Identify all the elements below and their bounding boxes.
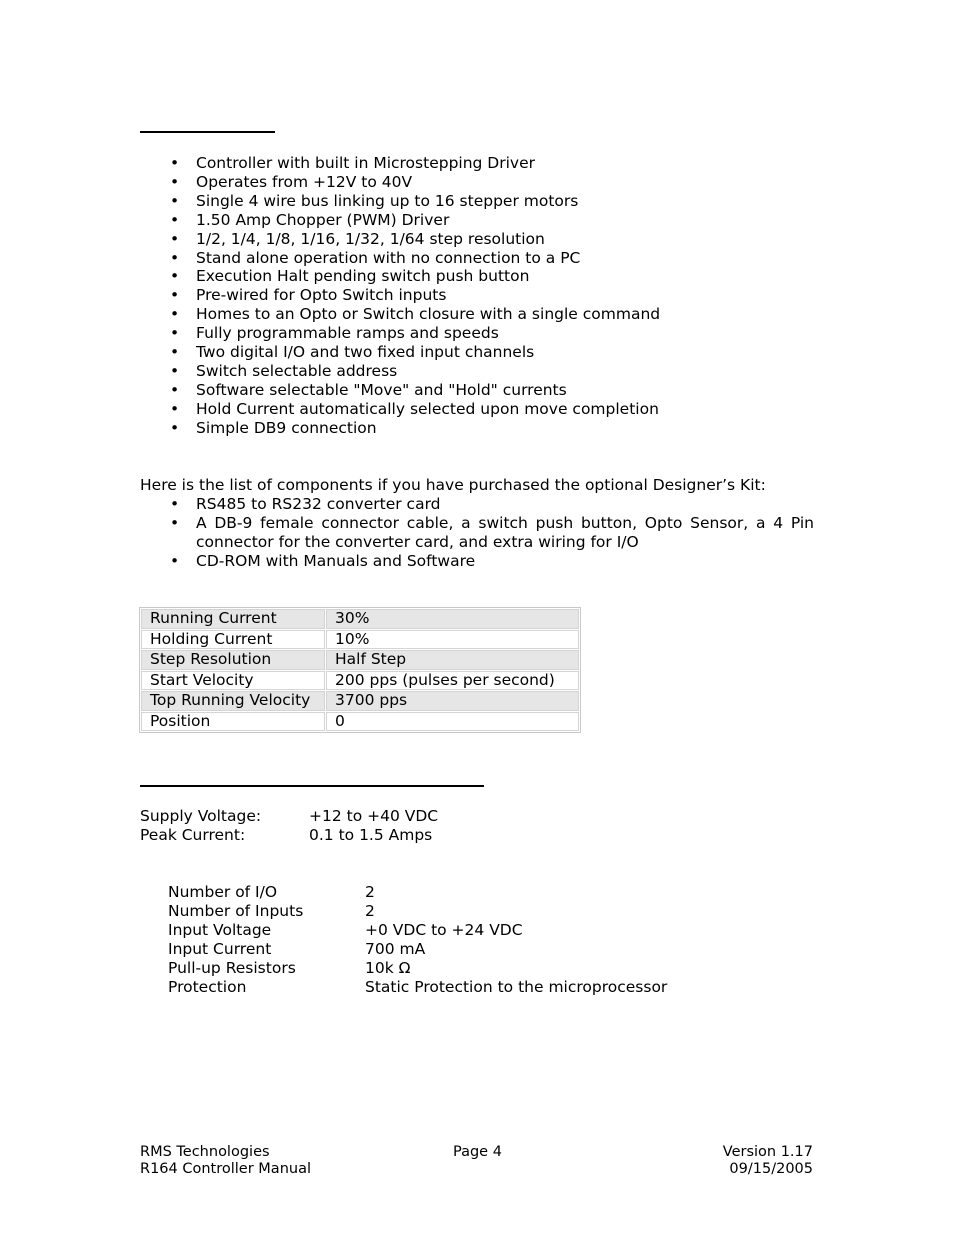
- bullet-icon: •: [170, 191, 180, 210]
- feature-item: [140, 305, 660, 324]
- feature-item: [140, 381, 660, 400]
- feature-item: [140, 362, 660, 381]
- parameter-name-cell: Holding Current: [141, 630, 325, 650]
- table-row: [141, 630, 579, 650]
- table-row: [141, 671, 579, 691]
- bullet-icon: •: [170, 305, 180, 324]
- list-item-text: Software selectable "Move" and "Hold" currents: [196, 380, 567, 399]
- bullet-icon: •: [170, 286, 180, 305]
- bullet-icon: •: [170, 324, 180, 343]
- parameter-value-cell: 0: [326, 712, 579, 732]
- list-item-text: Stand alone operation with no connection to a PC: [196, 248, 581, 267]
- io-spec-value: 10k Ω: [365, 959, 411, 977]
- footer-manual: R164 Controller Manual: [140, 1161, 311, 1177]
- feature-item: [140, 192, 660, 211]
- feature-item: [140, 400, 660, 419]
- bullet-icon: •: [170, 513, 180, 532]
- feature-item: [140, 154, 660, 173]
- table-row: [141, 650, 579, 670]
- feature-item: [140, 324, 660, 343]
- io-spec-label: Input Voltage: [168, 921, 272, 939]
- io-spec-label: Protection: [168, 978, 247, 996]
- parameter-name-cell: Step Resolution: [141, 650, 325, 670]
- bullet-icon: •: [170, 551, 180, 570]
- table-row: [141, 609, 579, 629]
- specs-heading-underline: [140, 785, 484, 787]
- io-spec-label: Input Current: [168, 940, 272, 958]
- list-item-text: A DB-9 female connector cable, a switch push button, Opto Sensor, a 4 Pin connector for the converter card, and extra wiring for I/O: [196, 513, 814, 551]
- kit-item: [140, 552, 814, 571]
- io-spec-label: Number of Inputs: [168, 902, 304, 920]
- defaults-table: [139, 607, 581, 733]
- parameter-value-cell: 30%: [326, 609, 579, 629]
- list-item-text: Two digital I/O and two fixed input channels: [196, 343, 535, 362]
- footer-company: RMS Technologies: [140, 1144, 270, 1160]
- footer-version: Version 1.17: [722, 1144, 813, 1160]
- bullet-icon: •: [170, 343, 180, 362]
- bullet-icon: •: [170, 154, 180, 172]
- io-spec-value: Static Protection to the microprocessor: [365, 978, 668, 996]
- list-item-text: CD-ROM with Manuals and Software: [196, 551, 476, 570]
- feature-item: [140, 286, 660, 305]
- list-item-text: Hold Current automatically selected upon move completion: [196, 399, 659, 418]
- parameter-name-cell: Running Current: [141, 609, 325, 629]
- kit-list: [140, 495, 814, 571]
- table-row: [141, 691, 579, 711]
- feature-item: [140, 230, 660, 249]
- list-item-text: 1.50 Amp Chopper (PWM) Driver: [196, 210, 450, 229]
- parameter-name-cell: Top Running Velocity: [141, 691, 325, 711]
- list-item-text: 1/2, 1/4, 1/8, 1/16, 1/32, 1/64 step resolution: [196, 229, 545, 248]
- bullet-icon: •: [170, 495, 180, 513]
- bullet-icon: •: [170, 210, 180, 229]
- footer-date: 09/15/2005: [729, 1161, 813, 1177]
- io-spec-value: 2: [365, 883, 375, 901]
- features-heading-underline: [140, 131, 275, 133]
- parameter-value-cell: 3700 pps: [326, 691, 579, 711]
- list-item-text: Fully programmable ramps and speeds: [196, 324, 499, 343]
- electrical-spec-label: Supply Voltage:: [140, 807, 262, 825]
- io-spec-value: +0 VDC to +24 VDC: [365, 921, 523, 939]
- parameter-value-cell: 10%: [326, 630, 579, 650]
- bullet-icon: •: [170, 248, 180, 267]
- bullet-icon: •: [170, 418, 180, 437]
- feature-item: [140, 343, 660, 362]
- electrical-spec-value: +12 to +40 VDC: [309, 807, 439, 825]
- list-item-text: Pre-wired for Opto Switch inputs: [196, 286, 447, 305]
- parameter-name-cell: Position: [141, 712, 325, 732]
- parameter-value-cell: Half Step: [326, 650, 579, 670]
- kit-item: [140, 495, 814, 514]
- feature-item: [140, 419, 660, 438]
- bullet-icon: •: [170, 399, 180, 418]
- list-item-text: Homes to an Opto or Switch closure with a single command: [196, 305, 661, 324]
- list-item-text: Simple DB9 connection: [196, 418, 377, 437]
- bullet-icon: •: [170, 229, 180, 248]
- list-item-text: Controller with built in Microstepping Driver: [196, 154, 535, 172]
- kit-intro: Here is the list of components if you have purchased the optional Designer’s Kit:: [140, 476, 766, 494]
- features-list: [140, 154, 660, 438]
- io-spec-value: 700 mA: [365, 940, 426, 958]
- kit-item: [140, 514, 814, 552]
- bullet-icon: •: [170, 380, 180, 399]
- list-item-text: RS485 to RS232 converter card: [196, 495, 441, 513]
- parameter-value-cell: 200 pps (pulses per second): [326, 671, 579, 691]
- io-spec-value: 2: [365, 902, 375, 920]
- footer-page-number: Page 4: [453, 1144, 502, 1160]
- list-item-text: Operates from +12V to 40V: [196, 172, 413, 191]
- electrical-spec-label: Peak Current:: [140, 826, 246, 844]
- feature-item: [140, 211, 660, 230]
- feature-item: [140, 173, 660, 192]
- feature-item: [140, 249, 660, 268]
- list-item-text: Single 4 wire bus linking up to 16 stepper motors: [196, 191, 579, 210]
- bullet-icon: •: [170, 172, 180, 191]
- table-row: [141, 712, 579, 732]
- io-spec-label: Number of I/O: [168, 883, 278, 901]
- parameter-name-cell: Start Velocity: [141, 671, 325, 691]
- electrical-spec-value: 0.1 to 1.5 Amps: [309, 826, 433, 844]
- bullet-icon: •: [170, 267, 180, 286]
- list-item-text: Execution Halt pending switch push button: [196, 267, 530, 286]
- io-spec-label: Pull-up Resistors: [168, 959, 296, 977]
- list-item-text: Switch selectable address: [196, 361, 398, 380]
- feature-item: [140, 267, 660, 286]
- bullet-icon: •: [170, 361, 180, 380]
